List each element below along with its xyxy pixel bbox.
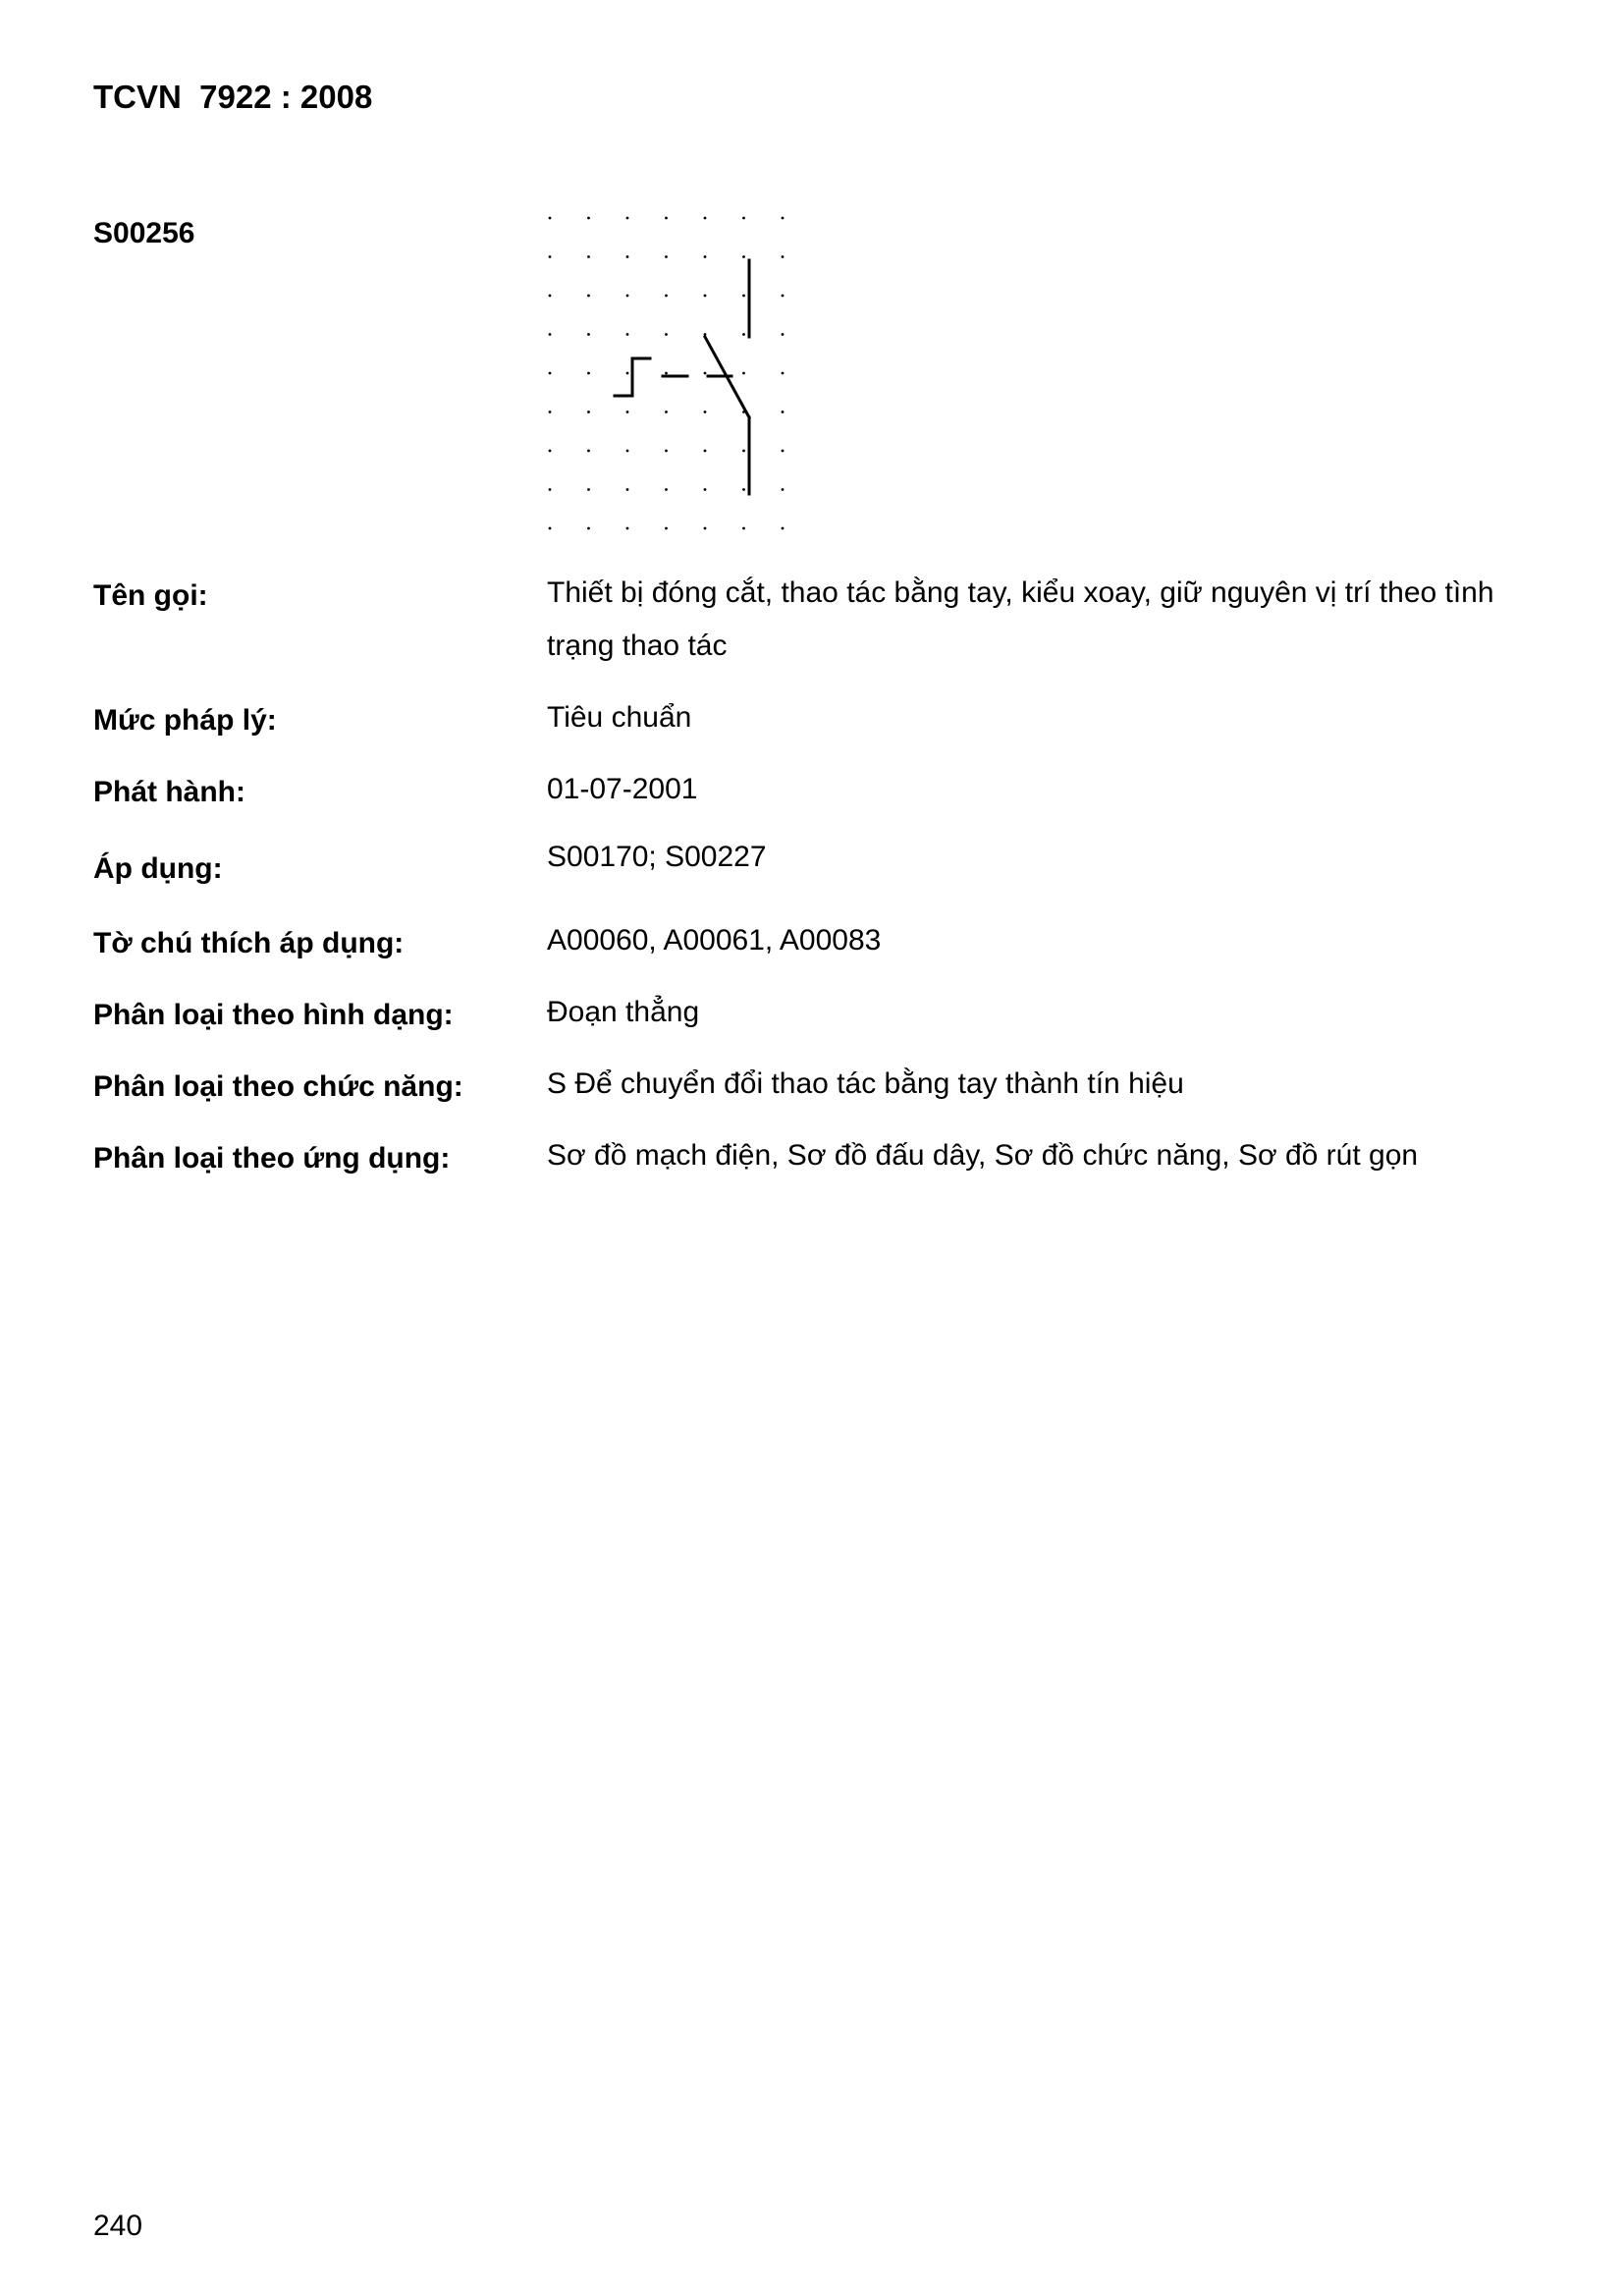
- grid-dot: [626, 333, 629, 336]
- grid-dot: [665, 217, 668, 220]
- grid-dot: [587, 333, 590, 336]
- grid-dot: [665, 295, 668, 298]
- grid-dot: [549, 217, 552, 220]
- grid-dot: [626, 527, 629, 530]
- attribute-value: Sơ đồ mạch điện, Sơ đồ đấu dây, Sơ đồ chức năng, Sơ đồ rút gọn: [547, 1139, 1419, 1172]
- attribute-value: Thiết bị đóng cắt, thao tác bằng tay, kiểu xoay, giữ nguyên vị trí theo tình trạng thao tác: [547, 576, 1494, 662]
- grid-dot: [742, 255, 745, 258]
- grid-dot: [626, 372, 629, 375]
- grid-dot: [704, 217, 707, 220]
- grid-dot: [782, 372, 785, 375]
- grid-dot: [782, 217, 785, 220]
- attribute-label: Phân loại theo ứng dụng:: [93, 1142, 451, 1175]
- grid-dot: [704, 527, 707, 530]
- grid-dot: [626, 488, 629, 491]
- grid-dot: [626, 295, 629, 298]
- grid-dot: [704, 410, 707, 413]
- grid-dot: [665, 255, 668, 258]
- grid-dot: [742, 450, 745, 453]
- grid-dot: [742, 295, 745, 298]
- grid-dot: [782, 450, 785, 453]
- attribute-label: Mức pháp lý:: [93, 704, 277, 737]
- grid-dot: [587, 450, 590, 453]
- grid-dot: [782, 488, 785, 491]
- grid-dot: [704, 295, 707, 298]
- grid-dot: [549, 410, 552, 413]
- grid-dot: [626, 450, 629, 453]
- attribute-label: Phân loại theo chức năng:: [93, 1070, 463, 1103]
- symbol-code: S00256: [93, 217, 195, 249]
- grid-dot: [587, 372, 590, 375]
- standard-header: TCVN 7922 : 2008: [93, 79, 373, 115]
- grid-dot: [782, 295, 785, 298]
- attribute-label: Phát hành:: [93, 776, 245, 808]
- grid-dot: [742, 488, 745, 491]
- grid-dot: [549, 527, 552, 530]
- grid-dot: [665, 333, 668, 336]
- grid-dot: [742, 372, 745, 375]
- grid-dot: [782, 410, 785, 413]
- grid-dot: [587, 527, 590, 530]
- manual-rotary-switch-symbol-icon: [538, 206, 803, 545]
- attribute-value: S Để chuyển đổi thao tác bằng tay thành tín hiệu: [547, 1067, 1184, 1100]
- grid-dot: [665, 527, 668, 530]
- grid-dot: [782, 527, 785, 530]
- rotary-actuator: [615, 358, 650, 396]
- attribute-label: Tên gọi:: [93, 579, 208, 612]
- grid-dot: [587, 410, 590, 413]
- grid-dot: [549, 333, 552, 336]
- switch-symbol: [615, 260, 749, 494]
- grid-dot: [587, 217, 590, 220]
- attribute-value: A00060, A00061, A00083: [547, 924, 882, 957]
- grid-dot: [665, 372, 668, 375]
- attribute-value: S00170; S00227: [547, 841, 767, 873]
- grid-dot: [665, 410, 668, 413]
- grid-dot: [549, 450, 552, 453]
- grid-dot: [549, 488, 552, 491]
- grid-dot: [742, 527, 745, 530]
- attribute-value: Đoạn thẳng: [547, 996, 700, 1028]
- grid-dot: [704, 450, 707, 453]
- grid-dot: [665, 488, 668, 491]
- grid-dot: [704, 488, 707, 491]
- attribute-value: 01-07-2001: [547, 773, 698, 805]
- grid-dot: [587, 488, 590, 491]
- grid-dot: [587, 255, 590, 258]
- attribute-value: Tiêu chuẩn: [547, 701, 692, 734]
- grid-dot: [626, 410, 629, 413]
- grid-dot: [549, 372, 552, 375]
- attribute-label: Áp dụng:: [93, 852, 223, 885]
- grid-dot: [704, 372, 707, 375]
- grid-dot: [587, 295, 590, 298]
- grid-dot: [704, 255, 707, 258]
- page-number: 240: [93, 2210, 143, 2242]
- grid-dot: [626, 255, 629, 258]
- attribute-label: Phân loại theo hình dạng:: [93, 999, 454, 1031]
- grid-dot: [742, 217, 745, 220]
- attribute-label: Tờ chú thích áp dụng:: [93, 927, 405, 959]
- grid-dot: [782, 333, 785, 336]
- grid-dot: [549, 255, 552, 258]
- grid-dot: [782, 255, 785, 258]
- grid-dot: [665, 450, 668, 453]
- grid-dot: [549, 295, 552, 298]
- grid-dot: [626, 217, 629, 220]
- grid-dot: [742, 333, 745, 336]
